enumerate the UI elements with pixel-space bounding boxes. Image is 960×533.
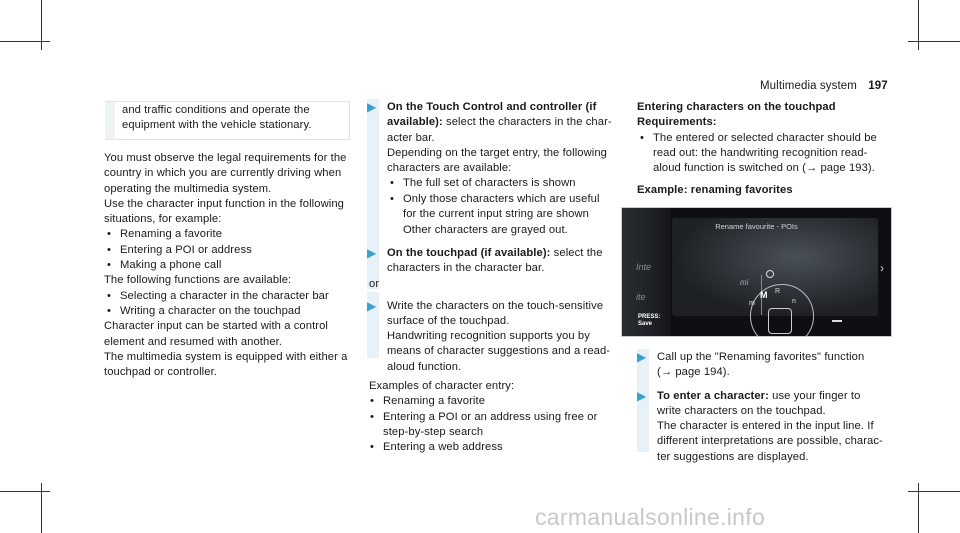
list-item-cont: read out: the handwriting recognition read- xyxy=(653,146,868,159)
step-text: (→ page 194). xyxy=(657,366,730,379)
screen-side-text: Inte xyxy=(636,262,652,272)
step-call-up xyxy=(637,350,897,381)
list-item: • Making a phone call xyxy=(104,258,354,273)
step-text: write characters on the touchpad. xyxy=(657,404,826,417)
section-heading: Entering characters on the touchpad xyxy=(637,101,836,113)
press-save-hint xyxy=(638,314,660,328)
col2-body xyxy=(367,100,627,456)
cursor-ring-icon xyxy=(766,270,774,278)
arrow-icon: ▶ xyxy=(637,350,647,364)
requirements-label: Requirements: xyxy=(637,116,717,129)
step-text: Call up the "Renaming favorites" function xyxy=(657,351,865,363)
step-touchpad xyxy=(367,246,627,277)
step-enter-character xyxy=(637,389,897,465)
step-text: surface of the touchpad. xyxy=(387,314,510,327)
para-line: You must observe the legal requirements for the xyxy=(104,152,347,164)
chevron-right-icon: › xyxy=(880,261,884,275)
screen-image xyxy=(621,207,892,337)
crop-mark xyxy=(908,41,960,42)
list-item: • The entered or selected character should be xyxy=(637,131,897,146)
col3-bottom xyxy=(637,350,897,465)
step-heading: On the touchpad (if available): xyxy=(387,246,551,259)
space-key-icon xyxy=(832,320,842,322)
step-text: Depending on the target entry, the following xyxy=(387,146,608,159)
para-line: Character input can be started with a control xyxy=(104,320,329,333)
touch-hand-icon xyxy=(768,308,792,334)
step-text: The character is entered in the input line. If xyxy=(657,420,874,433)
save-label: Save xyxy=(638,321,653,327)
step-text: means of character suggestions and a read- xyxy=(387,345,611,358)
para-line: touchpad or controller. xyxy=(104,366,217,379)
note-line: equipment with the vehicle stationary. xyxy=(122,119,312,132)
header-title: Multimedia system xyxy=(760,80,857,92)
step-text: select the characters in the char- xyxy=(442,116,612,129)
step-text: Handwriting recognition supports you by xyxy=(387,330,590,343)
para-line: element and resumed with another. xyxy=(104,335,283,348)
running-header xyxy=(760,79,888,94)
step-heading: available): xyxy=(387,116,443,129)
step-text: characters in the character bar. xyxy=(387,261,545,274)
screen-side-text: ite xyxy=(636,292,646,302)
step-text: acter bar. xyxy=(387,131,435,144)
para-line: The multimedia system is equipped with either a xyxy=(104,350,348,363)
para-line: situations, for example: xyxy=(104,213,222,226)
step-text: Write the characters on the touch-sensitive xyxy=(387,299,604,312)
watermark: carmanualsonline.info xyxy=(535,504,766,530)
example-heading: Example: renaming favorites xyxy=(637,184,793,197)
para-line: operating the multimedia system. xyxy=(104,182,272,195)
list-item: • Entering a web address xyxy=(367,440,627,455)
arrow-icon: ▶ xyxy=(637,388,647,403)
para-line: The following functions are available: xyxy=(104,274,292,287)
page-number: 197 xyxy=(868,80,888,92)
step-text: aloud function. xyxy=(387,360,462,373)
wheel-char: n xyxy=(792,298,796,305)
step-text: ter suggestions are displayed. xyxy=(657,450,809,463)
list-item: • Writing a character on the touchpad xyxy=(104,304,354,319)
or-text: or xyxy=(369,278,380,291)
step-heading: On the Touch Control and controller (if xyxy=(387,101,597,113)
step-handwriting xyxy=(367,299,627,375)
col1-body xyxy=(104,151,354,380)
list-item-cont: aloud function is switched on (→ page 193). xyxy=(653,162,875,175)
list-item: • Entering a POI or an address using free or xyxy=(367,410,627,425)
step-text: Other characters are grayed out. xyxy=(403,224,568,237)
para-line: Use the character input function in the following xyxy=(104,197,344,210)
wheel-char: R xyxy=(775,288,781,295)
step-text: select the xyxy=(550,246,603,259)
step-text: characters are available: xyxy=(387,162,512,175)
list-item: • Only those characters which are useful xyxy=(387,192,627,207)
crop-mark xyxy=(0,491,50,492)
arrow-icon: ▶ xyxy=(367,298,377,313)
step-heading: To enter a character: xyxy=(657,389,769,402)
para-line: country in which you are currently driving when xyxy=(104,167,342,180)
arrow-icon: ▶ xyxy=(367,245,377,260)
list-item-cont: step-by-step search xyxy=(383,425,484,438)
list-item-cont: for the current input string are shown xyxy=(403,208,590,221)
list-item: • Selecting a character in the character bar xyxy=(104,289,354,304)
screen-title: Rename favourite - POIs xyxy=(715,222,798,231)
step-text: use your finger to xyxy=(768,389,861,402)
crop-mark xyxy=(918,0,919,50)
crop-mark xyxy=(908,491,960,492)
arrow-icon: ▶ xyxy=(367,100,377,114)
list-item: • The full set of characters is shown xyxy=(387,176,627,191)
crop-mark xyxy=(0,41,50,42)
note-line: and traffic conditions and operate the xyxy=(122,104,310,116)
step-touch-control xyxy=(367,100,627,239)
examples-intro: Examples of character entry: xyxy=(369,380,515,393)
note-text xyxy=(122,103,312,134)
crop-mark xyxy=(41,0,42,50)
list-item: • Entering a POI or address xyxy=(104,243,354,258)
list-item: • Renaming a favorite xyxy=(104,227,354,242)
list-item: • Renaming a favorite xyxy=(367,394,627,409)
screen-input-text: mi xyxy=(740,278,749,287)
wheel-char-selected: M xyxy=(760,290,768,300)
step-text: different interpretations are possible, charac- xyxy=(657,435,883,448)
press-label: PRESS: xyxy=(638,314,661,320)
col3-top xyxy=(637,100,897,199)
wheel-char: m xyxy=(749,300,755,307)
note-bar xyxy=(105,102,115,139)
